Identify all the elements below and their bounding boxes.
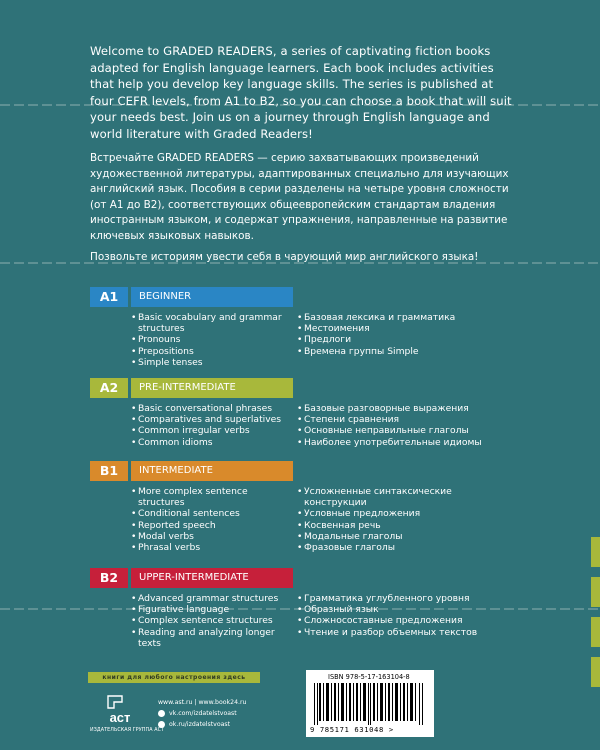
topic-item: • Complex sentence structures xyxy=(131,615,296,626)
topic-item: • Common irregular verbs xyxy=(131,425,296,436)
level-a2 xyxy=(90,378,520,448)
topic-item: • Местоимения xyxy=(297,323,497,334)
level-code: B2 xyxy=(90,568,128,588)
vk-icon xyxy=(158,710,165,717)
topic-item: • Common idioms xyxy=(131,437,296,448)
topic-item: • Базовые разговорные выражения xyxy=(297,403,497,414)
topic-item: • Basic vocabulary and grammar structures xyxy=(131,312,296,334)
topic-item: • Фразовые глаголы xyxy=(297,542,497,553)
english-topics xyxy=(131,486,296,553)
russian-topics xyxy=(297,312,497,368)
ok-link[interactable] xyxy=(158,719,246,730)
english-topics xyxy=(131,593,296,649)
level-tab-marker xyxy=(591,617,600,647)
level-code: A1 xyxy=(90,287,128,307)
topic-item: • Предлоги xyxy=(297,334,497,345)
publisher-slogan: книги для любого настроения здесь xyxy=(88,672,260,683)
publisher-name: ИЗДАТЕЛЬСКАЯ ГРУППА АСТ xyxy=(90,728,165,733)
intro-russian-closing: Позвольте историям увести себя в чарующий мир английского языка! xyxy=(90,251,479,263)
topic-item: • Косвенная речь xyxy=(297,520,497,531)
level-header xyxy=(90,461,520,481)
topic-item: • Reading and analyzing longer texts xyxy=(131,627,296,649)
ast-logo xyxy=(100,690,140,730)
level-b1 xyxy=(90,461,520,553)
level-tab-marker xyxy=(591,577,600,607)
level-tab-marker xyxy=(591,657,600,687)
topic-item: • Чтение и разбор объемных текстов xyxy=(297,627,497,638)
intro-english: Welcome to GRADED READERS, a series of captivating fiction books adapted for English language learners. Each book includes activities that help you develop key language skills. The series is published at four CEFR levels, from A1 to B2, so you can choose a book that will suit your needs best. Join us on a journey through English language and world literature with Graded Readers! xyxy=(90,44,512,141)
level-header xyxy=(90,568,520,588)
level-name: PRE-INTERMEDIATE xyxy=(131,378,293,398)
topic-item: • Степени сравнения xyxy=(297,414,497,425)
topic-item: • Simple tenses xyxy=(131,357,296,368)
isbn-number: ISBN 978-5-17-163104-8 xyxy=(328,673,410,681)
barcode xyxy=(306,670,434,737)
topic-item: • Модальные глаголы xyxy=(297,531,497,542)
topic-item: • Advanced grammar structures xyxy=(131,593,296,604)
website-links[interactable]: www.ast.ru | www.book24.ru xyxy=(158,699,247,706)
level-header xyxy=(90,378,520,398)
russian-topics xyxy=(297,486,497,553)
topic-item: • Времена группы Simple xyxy=(297,346,497,357)
english-topics xyxy=(131,312,296,368)
topic-item: • Prepositions xyxy=(131,346,296,357)
topic-item: • Образный язык xyxy=(297,604,497,615)
level-tab-marker xyxy=(591,537,600,567)
level-code: B1 xyxy=(90,461,128,481)
topic-item: • Conditional sentences xyxy=(131,508,296,519)
topic-item: • Basic conversational phrases xyxy=(131,403,296,414)
vk-link-text: vk.com/izdatelstvoast xyxy=(169,710,237,717)
publisher-links xyxy=(158,697,246,730)
topic-item: • Грамматика углубленного уровня xyxy=(297,593,497,604)
topic-item: • Сложносоставные предложения xyxy=(297,615,497,626)
barcode-digits: 9 785171 631048 > xyxy=(310,725,394,734)
topic-item: • Усложненные синтаксические конструкции xyxy=(297,486,497,508)
topic-item: • Основные неправильные глаголы xyxy=(297,425,497,436)
topic-item: • Phrasal verbs xyxy=(131,542,296,553)
level-b2 xyxy=(90,568,520,649)
intro-russian: Встречайте GRADED READERS — серию захватывающих произведений художественной литературы, адаптированных специально для изучающих английский язык. Пособия в серии разделены на четыре уровня сложности (от A1 до B2), соответствующих общеевропейским стандартам владения иностранным языком, и содержат упражнения, направленные на развитие ключевых языковых навыков. xyxy=(90,152,509,242)
topic-item: • Базовая лексика и грамматика xyxy=(297,312,497,323)
ok-icon xyxy=(158,721,165,728)
logo-wordmark: аст xyxy=(109,710,131,725)
topic-item: • Reported speech xyxy=(131,520,296,531)
topic-item: • More complex sentence structures xyxy=(131,486,296,508)
vk-link[interactable] xyxy=(158,708,246,719)
topic-item: • Pronouns xyxy=(131,334,296,345)
level-name: UPPER-INTERMEDIATE xyxy=(131,568,293,588)
topic-item: • Условные предложения xyxy=(297,508,497,519)
topic-item: • Наиболее употребительные идиомы xyxy=(297,437,497,448)
english-topics xyxy=(131,403,296,448)
level-name: INTERMEDIATE xyxy=(131,461,293,481)
topic-item: • Figurative language xyxy=(131,604,296,615)
russian-topics xyxy=(297,593,497,649)
level-name: BEGINNER xyxy=(131,287,293,307)
topic-item: • Comparatives and superlatives xyxy=(131,414,296,425)
level-a1 xyxy=(90,287,520,368)
level-header xyxy=(90,287,520,307)
barcode-bars xyxy=(314,683,426,725)
ok-link-text: ok.ru/izdatelstvoast xyxy=(169,721,231,728)
level-code: A2 xyxy=(90,378,128,398)
russian-topics xyxy=(297,403,497,448)
topic-item: • Modal verbs xyxy=(131,531,296,542)
